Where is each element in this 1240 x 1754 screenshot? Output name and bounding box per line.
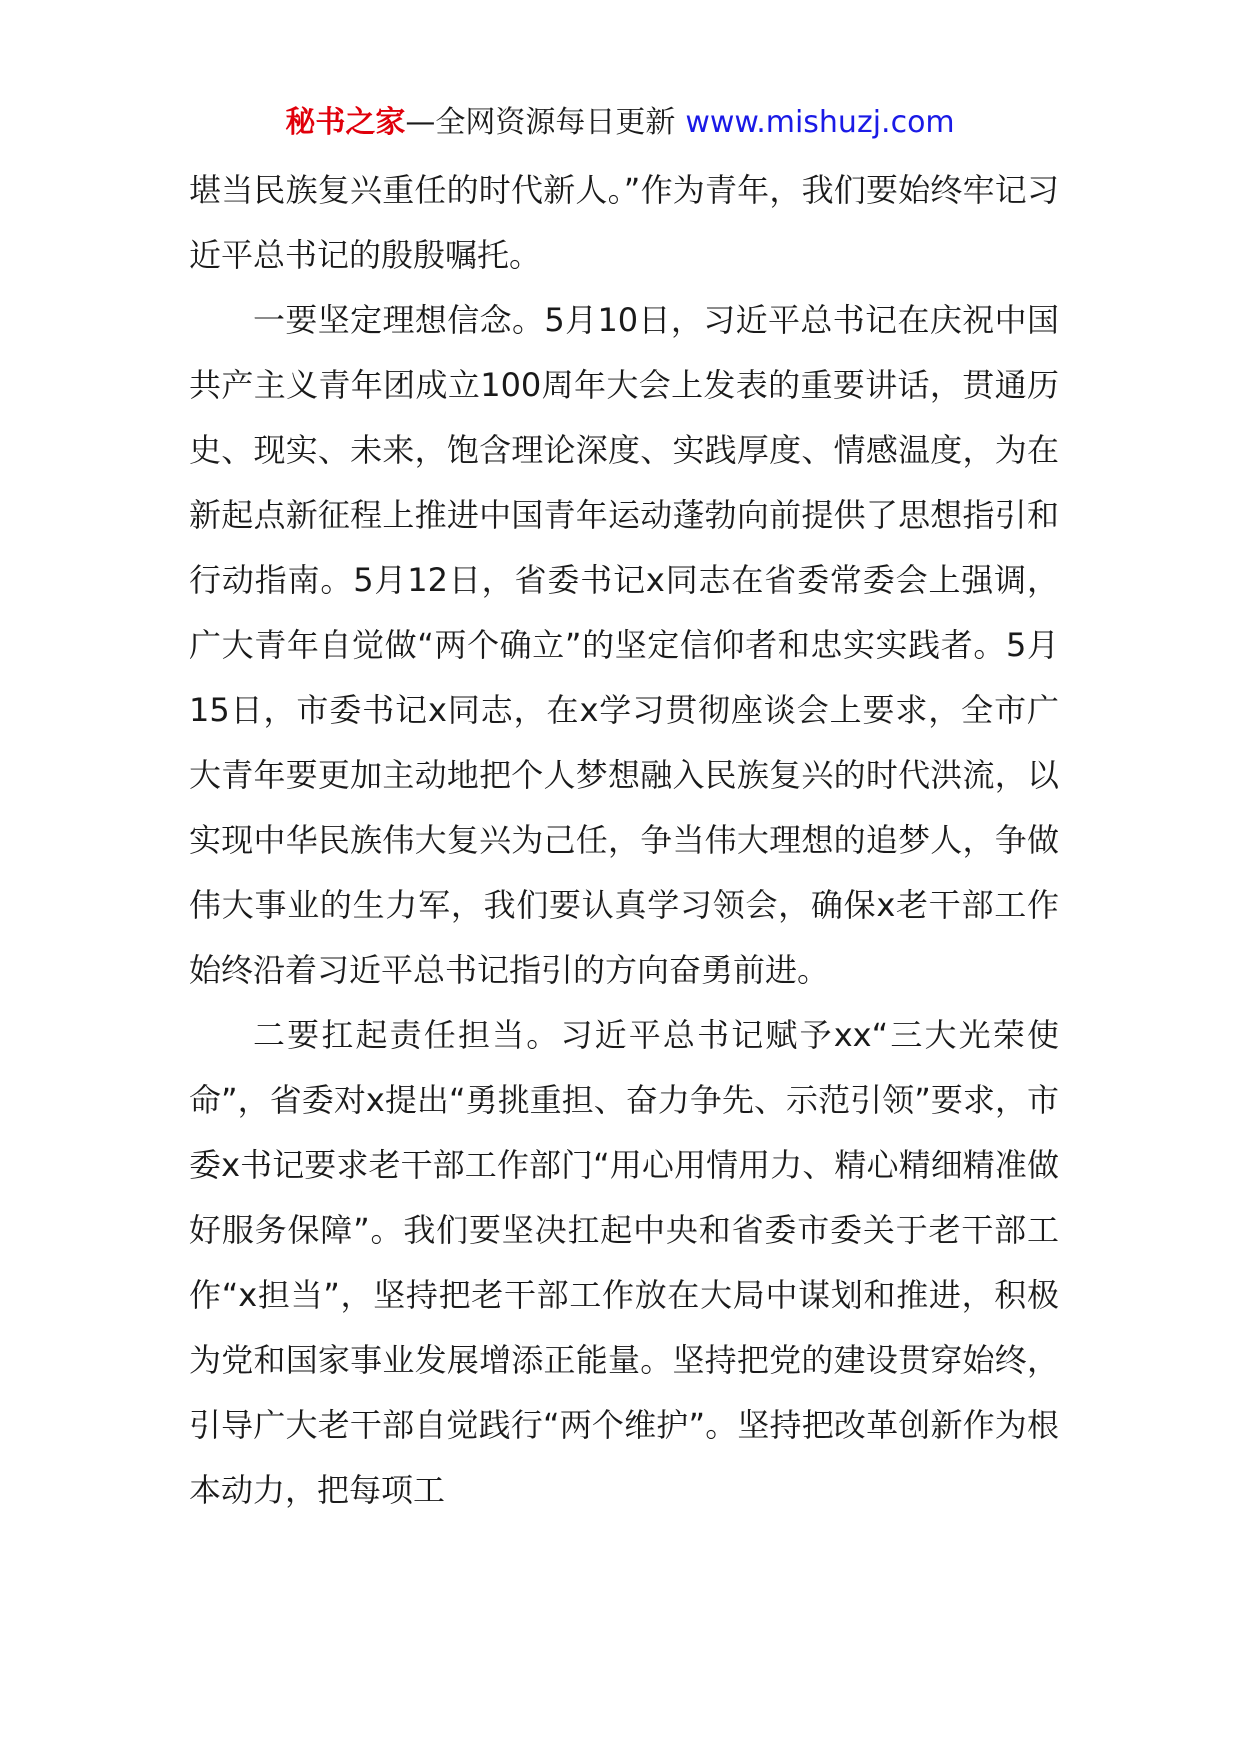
site-url-link[interactable]: www.mishuzj.com xyxy=(685,105,955,140)
paragraph-continuation: 堪当民族复兴重任的时代新人。”作为青年，我们要始终牢记习近平总书记的殷殷嘱托。 xyxy=(189,171,1059,274)
paragraph-ideals: 一要坚定理想信念。5月10日，习近平总书记在庆祝中国共产主义青年团成立100周年大会上发表的重要讲话，贯通历史、现实、未来，饱含理论深度、实践厚度、情感温度，为在新起点新征程上推进中国青年运动蓬勃向前提供了思想指引和行动指南。5月12日，省委书记x同志在省委常委会上强调，广大青年自觉做“两个确立”的坚定信仰者和忠实实践者。5月15日，市委书记x同志，在x学习贯彻座谈会上要求，全市广大青年要更加主动地把个人梦想融入民族复兴的时代洪流，以实现中华民族伟大复兴为己任，争当伟大理想的追梦人，争做伟大事业的生力军，我们要认真学习领会，确保x老干部工作始终沿着习近平总书记指引的方向奋勇前进。 xyxy=(189,301,1059,989)
document-body xyxy=(189,158,1059,1523)
site-brand: 秘书之家 xyxy=(285,105,406,140)
site-watermark-header xyxy=(0,103,1240,143)
site-tagline: —全网资源每日更新 xyxy=(405,105,676,140)
paragraph-responsibility: 二要扛起责任担当。习近平总书记赋予xx“三大光荣使命”，省委对x提出“勇挑重担、奋力争先、示范引领”要求，市委x书记要求老干部工作部门“用心用情用力、精心精细精准做好服务保障”。我们要坚决扛起中央和省委市委关于老干部工作“x担当”，坚持把老干部工作放在大局中谋划和推进，积极为党和国家事业发展增添正能量。坚持把党的建设贯穿始终，引导广大老干部自觉践行“两个维护”。坚持把改革创新作为根本动力，把每项工 xyxy=(189,1016,1059,1509)
